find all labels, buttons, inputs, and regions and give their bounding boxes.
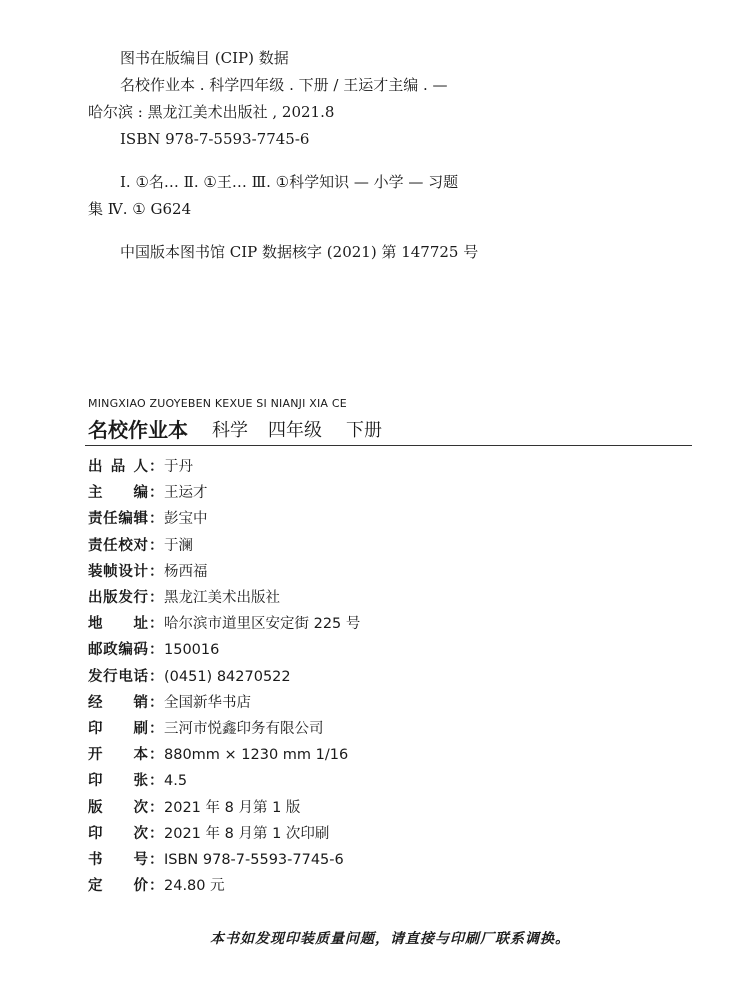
- info-label-char: 经: [88, 694, 103, 711]
- info-colon: ：: [149, 825, 164, 842]
- info-label: [88, 480, 148, 506]
- info-label-char: 址: [133, 616, 148, 633]
- info-label-char: 任: [103, 511, 118, 528]
- info-label-char: 地: [88, 616, 103, 633]
- info-colon: ：: [149, 511, 164, 528]
- info-label: [88, 716, 148, 742]
- info-value: ISBN 978-7-5593-7745-6: [164, 852, 344, 868]
- info-value: 王运才: [164, 485, 208, 502]
- info-label-char: 政: [103, 642, 118, 659]
- info-label: [88, 742, 148, 768]
- info-label-char: 本: [133, 747, 148, 764]
- info-label-char: 人: [133, 459, 148, 475]
- info-label-char: 邮: [88, 642, 103, 659]
- info-label-char: 编: [133, 485, 148, 502]
- info-label: [88, 768, 148, 794]
- quality-notice: 本书如发现印装质量问题，请直接与印刷厂联系调换。: [210, 931, 570, 947]
- info-value: 880mm × 1230 mm 1/16: [164, 747, 349, 764]
- info-colon: ：: [149, 485, 164, 502]
- info-colon: ：: [149, 459, 164, 475]
- info-colon: ：: [149, 642, 164, 659]
- info-value: (0451) 84270522: [164, 668, 291, 685]
- info-label-char: 品: [110, 459, 126, 475]
- info-label-char: 张: [133, 773, 148, 790]
- info-label-char: 对: [133, 537, 148, 554]
- title-divider: [85, 445, 692, 446]
- info-label: [88, 454, 148, 480]
- info-label: [88, 506, 148, 532]
- info-colon: ：: [149, 747, 164, 764]
- cip-heading: 图书在版编目 (CIP) 数据: [120, 49, 289, 67]
- info-label-char: 书: [88, 852, 103, 868]
- info-label-char: 辑: [133, 511, 148, 528]
- cip-line-classification-cont: 集 Ⅳ. ① G624: [88, 200, 192, 218]
- info-value: 24.80 元: [164, 878, 225, 895]
- info-label-char: 帧: [103, 563, 118, 580]
- info-value: 三河市悦鑫印务有限公司: [164, 721, 324, 737]
- info-label-char: 编: [118, 642, 133, 659]
- info-label-char: 任: [103, 537, 118, 554]
- info-label-char: 装: [88, 563, 103, 580]
- cip-line-publisher: 哈尔滨 : 黑龙江美术出版社 , 2021.8: [88, 103, 335, 121]
- info-colon: ：: [149, 563, 164, 580]
- info-label-char: 定: [88, 878, 103, 895]
- info-label: [88, 690, 148, 716]
- info-label: [88, 821, 148, 847]
- info-label-char: 话: [133, 668, 148, 685]
- title-pinyin: MINGXIAO ZUOYEBEN KEXUE SI NIANJI XIA CE: [88, 397, 347, 410]
- info-colon: ：: [149, 799, 164, 816]
- info-label-char: 版: [103, 590, 118, 606]
- info-label-char: 开: [88, 747, 103, 764]
- info-label-char: 发: [118, 590, 133, 606]
- info-value: 杨西福: [164, 563, 208, 580]
- info-label: [88, 533, 148, 559]
- info-value: 150016: [164, 642, 220, 659]
- info-label-char: 出: [88, 459, 103, 475]
- info-label: [88, 585, 148, 611]
- info-label-char: 责: [88, 537, 103, 554]
- info-colon: ：: [149, 852, 164, 868]
- info-label: [88, 559, 148, 585]
- info-label-char: 印: [88, 825, 103, 842]
- book-subject: 科学: [212, 420, 248, 441]
- info-label: [88, 611, 148, 637]
- book-volume: 下册: [346, 420, 382, 441]
- info-colon: ：: [149, 773, 164, 790]
- info-label-char: 出: [88, 590, 103, 606]
- info-label: [88, 873, 148, 899]
- cip-line-classification: Ⅰ. ①名… Ⅱ. ①王… Ⅲ. ①科学知识 — 小学 — 习题: [120, 173, 459, 191]
- info-value: 哈尔滨市道里区安定街 225 号: [164, 616, 361, 633]
- info-label-char: 主: [88, 485, 103, 502]
- cip-line-title: 名校作业本 . 科学四年级 . 下册 / 王运才主编 . —: [120, 76, 448, 94]
- info-colon: ：: [149, 878, 164, 895]
- info-label-char: 校: [118, 537, 133, 554]
- info-label-char: 电: [118, 668, 133, 685]
- info-label: [88, 847, 148, 873]
- info-value: 于澜: [164, 537, 193, 554]
- info-colon: ：: [149, 668, 164, 685]
- info-value: 于丹: [164, 459, 193, 475]
- info-label-char: 次: [133, 799, 148, 816]
- info-label-char: 行: [103, 668, 118, 685]
- info-label-char: 设: [118, 563, 133, 580]
- info-colon: ：: [149, 590, 164, 606]
- info-label-char: 版: [88, 799, 103, 816]
- info-colon: ：: [149, 537, 164, 554]
- info-label-char: 价: [133, 878, 148, 895]
- info-label: [88, 637, 148, 663]
- info-label-char: 行: [133, 590, 148, 606]
- book-title: 名校作业本: [88, 418, 188, 442]
- info-label-char: 计: [133, 563, 148, 580]
- book-grade: 四年级: [268, 420, 322, 441]
- info-colon: ：: [149, 616, 164, 633]
- info-label-char: 销: [133, 694, 148, 711]
- info-value: 全国新华书店: [164, 694, 251, 711]
- info-label-char: 发: [88, 668, 103, 685]
- info-label-char: 号: [133, 852, 148, 868]
- info-value: 彭宝中: [164, 511, 208, 528]
- info-label-char: 责: [88, 511, 103, 528]
- cip-line-isbn: ISBN 978-7-5593-7745-6: [120, 130, 310, 148]
- info-label: [88, 664, 148, 690]
- info-label-char: 印: [88, 721, 103, 737]
- info-value: 4.5: [164, 773, 188, 790]
- info-value: 2021 年 8 月第 1 次印刷: [164, 825, 330, 842]
- info-label: [88, 795, 148, 821]
- cip-line-record-number: 中国版本图书馆 CIP 数据核字 (2021) 第 147725 号: [120, 243, 479, 261]
- info-label-char: 码: [133, 642, 148, 659]
- info-label-char: 印: [88, 773, 103, 790]
- info-colon: ：: [149, 721, 164, 737]
- info-label-char: 编: [118, 511, 133, 528]
- info-label-char: 次: [133, 825, 148, 842]
- info-label-char: 刷: [133, 721, 148, 737]
- info-colon: ：: [149, 694, 164, 711]
- info-value: 黑龙江美术出版社: [164, 590, 280, 606]
- info-value: 2021 年 8 月第 1 版: [164, 799, 301, 816]
